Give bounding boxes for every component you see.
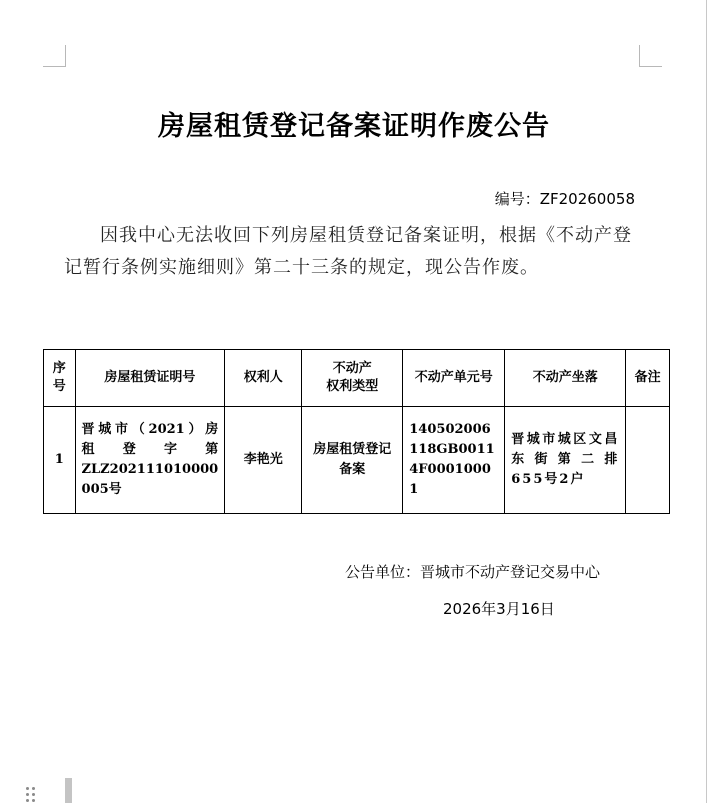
header-location: 不动产坐落 bbox=[505, 350, 626, 407]
invalidated-certificates-table bbox=[43, 349, 670, 514]
drag-handle-icon[interactable] bbox=[26, 787, 36, 803]
header-seq: 序号 bbox=[44, 350, 76, 407]
header-cert-no: 房屋租赁证明号 bbox=[75, 350, 225, 407]
header-remark: 备注 bbox=[626, 350, 670, 407]
cell-cert-no-line-4: 005号 bbox=[81, 482, 122, 497]
header-right-type-line1: 不动产 bbox=[332, 361, 372, 376]
page-corner-mark-top-left bbox=[43, 45, 66, 67]
cell-remark bbox=[626, 407, 670, 514]
cell-cert-no bbox=[75, 407, 225, 514]
page-corner-mark-top-right bbox=[639, 45, 662, 67]
issue-date: 2026年3月16日 bbox=[443, 600, 555, 618]
table-row bbox=[44, 407, 670, 514]
cell-unit-no: 140502006118GB00114F00010001 bbox=[403, 407, 505, 514]
cell-cert-no-line-2: 租 登 字 第 bbox=[81, 442, 219, 457]
document-number: 编号：ZF20260058 bbox=[494, 190, 635, 208]
header-unit-no: 不动产单元号 bbox=[403, 350, 505, 407]
header-right-type-line2: 权利类型 bbox=[326, 379, 379, 394]
cell-cert-no-line-3: ZLZ202111010000 bbox=[81, 462, 219, 477]
cell-right-type: 房屋租赁登记备案 bbox=[302, 407, 403, 514]
cell-holder: 李艳光 bbox=[225, 407, 302, 514]
issuing-unit: 公告单位：晋城市不动产登记交易中心 bbox=[345, 563, 601, 581]
table-header-row bbox=[44, 350, 670, 407]
notice-body-paragraph: 因我中心无法收回下列房屋租赁登记备案证明，根据《不动产登记暂行条例实施细则》第二十三条的规定，现公告作废。 bbox=[64, 225, 632, 278]
header-right-type bbox=[302, 350, 403, 407]
header-holder: 权利人 bbox=[225, 350, 302, 407]
document-title: 房屋租赁登记备案证明作废公告 bbox=[158, 111, 550, 142]
cell-location: 晋城市城区文昌东街第二排655号2户 bbox=[505, 407, 626, 514]
scroll-indicator[interactable] bbox=[65, 778, 72, 803]
cell-cert-no-line-1: 晋城市（2021）房 bbox=[81, 422, 219, 437]
cell-seq: 1 bbox=[44, 407, 76, 514]
